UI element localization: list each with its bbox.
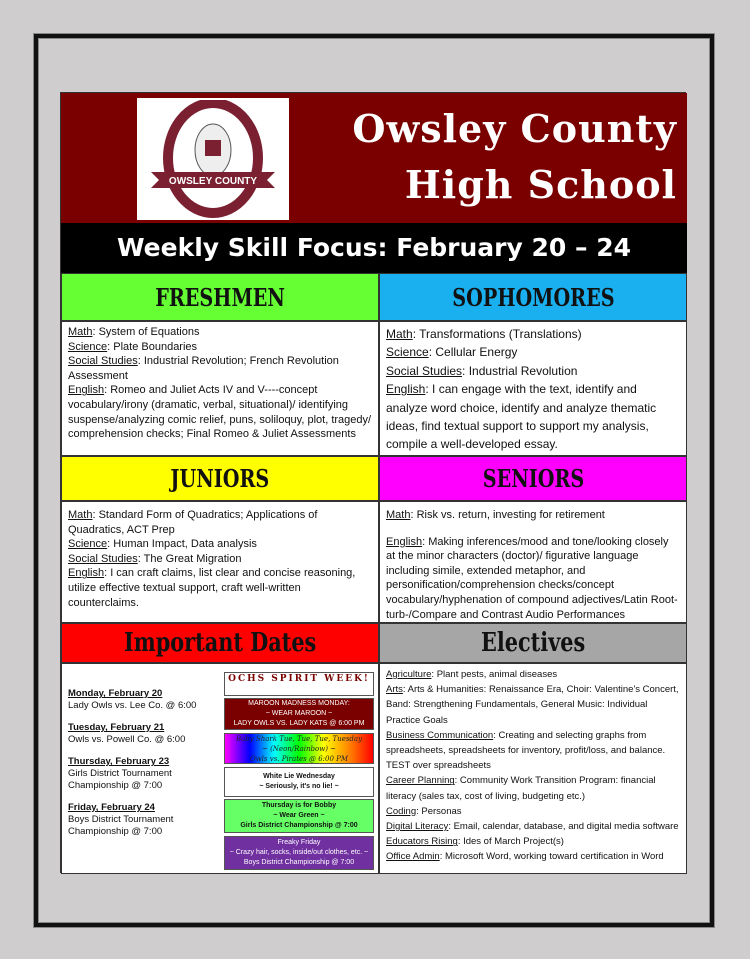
subject-text: : Microsoft Word, working toward certification in Word <box>439 851 664 863</box>
spirit-line: ~ (Neon/Rainbow) ~ <box>261 745 337 753</box>
spirit-line: LADY OWLS VS. LADY KATS @ 6:00 PM <box>233 720 365 727</box>
subject-text: : Industrial Revolution <box>462 363 578 378</box>
subject-text: : Industrial Revolution; French Revolution Assessment <box>68 355 339 382</box>
seniors-heading: SENIORS <box>379 456 687 501</box>
spirit-line: White Lie Wednesday <box>263 773 335 780</box>
title-line-1: Owsley County <box>352 106 677 151</box>
subject-line <box>386 834 680 849</box>
date-day: Monday, February 20 <box>68 688 163 699</box>
subject-label: Social Studies <box>68 355 138 368</box>
subject-text: : Personas <box>416 805 462 817</box>
juniors-content <box>61 501 379 623</box>
subject-line <box>386 728 680 774</box>
spirit-line: ~ Seriously, it's no lie! ~ <box>259 783 339 790</box>
subject-label: Science <box>68 340 108 353</box>
subject-label: English <box>386 535 423 548</box>
subject-line <box>386 667 680 682</box>
school-title <box>352 101 677 213</box>
subject-text: : Plant pests, animal diseases <box>431 669 558 680</box>
date-day: Friday, February 24 <box>68 802 155 813</box>
subject-label: Social Studies <box>386 363 463 378</box>
subject-text: : I can engage with the text, identify and analyze word choice, identify and analyze thematic ideas, find textual support to support my analysis, compile a well-developed essay. <box>386 382 657 452</box>
date-entry <box>68 756 218 792</box>
subject-label: Social Studies <box>68 552 138 565</box>
subject-text: : Arts & Humanities: Renaissance Era, Choir: Valentine's Concert, Band: Strengthening Fundamentals, General Music: Individual Practice Goals <box>386 684 679 726</box>
subject-text: : Email, calendar, database, and digital media software <box>448 821 679 833</box>
subject-line <box>386 508 680 523</box>
subject-line <box>68 325 372 340</box>
spirit-line: Girls District Championship @ 7:00 <box>240 822 358 829</box>
spirit-line: ~ Wear Green ~ <box>273 812 325 819</box>
subject-text: : Risk vs. return, investing for retirement <box>410 509 605 521</box>
flyer <box>60 92 686 873</box>
subject-text: : Creating and selecting graphs from spreadsheets, spreadsheets for inventory, profit/loss, and balance. TEST over spreadsheets <box>386 729 666 772</box>
subject-text: : Romeo and Juliet Acts IV and V----concept vocabulary/irony (dramatic, verbal, situational)/ identifying suspense/analyzing comic relief, puns, soliloquy, plot, tragedy/ comprehension checks; Final Romeo & Juliet Assessments <box>68 384 372 441</box>
spirit-day-wednesday <box>224 767 374 797</box>
subject-line <box>68 354 372 383</box>
sophomores-content <box>379 321 687 456</box>
subject-line <box>68 537 372 552</box>
spirit-day-monday <box>224 698 374 730</box>
date-event: Championship @ 7:00 <box>68 826 163 837</box>
subject-label: Career Planning <box>386 775 455 787</box>
school-logo <box>137 98 289 220</box>
sophomores-heading: SOPHOMORES <box>379 273 687 321</box>
important-dates-content <box>61 663 379 874</box>
subject-label: Digital Literacy <box>386 821 449 833</box>
subject-label: English <box>68 567 105 580</box>
subject-label: Science <box>386 345 429 360</box>
subject-label: English <box>386 382 426 397</box>
subject-label: Math <box>386 327 413 341</box>
subject-line <box>386 849 680 864</box>
spirit-line: Baby Shark Tue, Tue, Tue, Tuesday <box>235 735 363 743</box>
subject-label: Coding <box>386 805 417 817</box>
date-day: Thursday, February 23 <box>68 756 170 767</box>
date-entry <box>68 722 218 746</box>
subject-text: : Plate Boundaries <box>107 340 198 353</box>
subject-label: Math <box>68 326 93 338</box>
electives-heading: Electives <box>379 623 687 663</box>
subject-label: Arts <box>386 684 403 696</box>
subject-label: Math <box>386 509 411 521</box>
svg-text:OWSLEY COUNTY: OWSLEY COUNTY <box>168 176 258 187</box>
subject-line <box>68 552 372 567</box>
spirit-week-title: OCHS SPIRIT WEEK! <box>224 672 374 696</box>
spirit-day-thursday <box>224 799 374 833</box>
subject-text: : Ides of March Project(s) <box>457 836 564 848</box>
important-dates-heading: Important Dates <box>61 623 379 663</box>
subject-text: : The Great Migration <box>137 552 242 565</box>
subject-line <box>386 535 680 623</box>
subject-text: : Human Impact, Data analysis <box>107 538 257 551</box>
subject-line <box>386 380 680 454</box>
seniors-content <box>379 501 687 623</box>
spirit-line: ~ WEAR MAROON ~ <box>265 710 333 717</box>
subject-line <box>386 343 680 361</box>
subject-line <box>386 804 680 819</box>
owl-crest-icon <box>143 100 283 218</box>
subject-line <box>386 819 680 834</box>
header <box>61 93 687 223</box>
date-day: Tuesday, February 21 <box>68 722 165 733</box>
spirit-line: Thursday is for Bobby <box>261 802 337 809</box>
subject-text: : Cellular Energy <box>428 345 518 360</box>
date-event: Girls District Tournament <box>68 768 172 779</box>
date-event: Championship @ 7:00 <box>68 780 163 791</box>
juniors-heading: JUNIORS <box>61 456 379 501</box>
spirit-day-tuesday <box>224 733 374 764</box>
subject-line <box>386 325 680 343</box>
subject-line <box>386 682 680 728</box>
date-entry <box>68 688 218 712</box>
subject-line <box>386 773 680 803</box>
spirit-line: ~ Crazy hair, socks, inside/out clothes, etc. ~ <box>229 849 369 856</box>
freshmen-heading: FRESHMEN <box>61 273 379 321</box>
date-event: Owls vs. Powell Co. @ 6:00 <box>68 734 186 745</box>
weekly-banner: Weekly Skill Focus: February 20 – 24 <box>61 223 687 273</box>
spirit-line: MAROON MADNESS MONDAY: <box>248 700 350 707</box>
subject-label: Math <box>68 509 93 521</box>
subject-label: English <box>68 384 105 397</box>
subject-line <box>68 340 372 355</box>
subject-text: : System of Equations <box>92 326 200 338</box>
subject-label: Office Admin <box>386 851 440 863</box>
subject-line <box>386 362 680 380</box>
subject-text: : I can craft claims, list clear and concise reasoning, utilize effective textual support, craft well-written counterclaims. <box>68 567 356 609</box>
subject-label: Science <box>68 538 108 551</box>
spirit-line: Freaky Friday <box>277 839 321 846</box>
subject-label: Educators Rising <box>386 836 458 848</box>
subject-line <box>68 508 372 537</box>
subject-text: : Community Work Transition Program: financial literacy (sales tax, cost of living, budgeting etc.) <box>386 775 656 802</box>
freshmen-content <box>61 321 379 456</box>
spirit-line: Boys District Championship @ 7:00 <box>243 859 355 866</box>
subject-line <box>68 566 372 610</box>
date-event: Boys District Tournament <box>68 814 174 825</box>
subject-text: : Transformations (Translations) <box>412 327 582 341</box>
spirit-line: Owls vs. Pirates @ 6:00 PM <box>249 755 349 763</box>
subject-label: Business Communication <box>386 729 494 741</box>
electives-content <box>379 663 687 874</box>
subject-text: : Making inferences/mood and tone/looking closely at the minor characters (doctor)/ figurative language including simile, extended metaphor, and personification/comprehension checks/concept vocabulary/hyphenation of compound adjectives/Latin Root-turb-/Compare and Contrast Audio Performances <box>386 535 678 621</box>
title-line-2: High School <box>404 162 677 207</box>
subject-label: Agriculture <box>386 669 432 680</box>
subject-line <box>68 383 372 441</box>
spirit-day-friday <box>224 836 374 870</box>
date-event: Lady Owls vs. Lee Co. @ 6:00 <box>68 700 197 711</box>
date-entry <box>68 802 218 838</box>
subject-text: : Standard Form of Quadratics; Applications of Quadratics, ACT Prep <box>68 509 318 536</box>
